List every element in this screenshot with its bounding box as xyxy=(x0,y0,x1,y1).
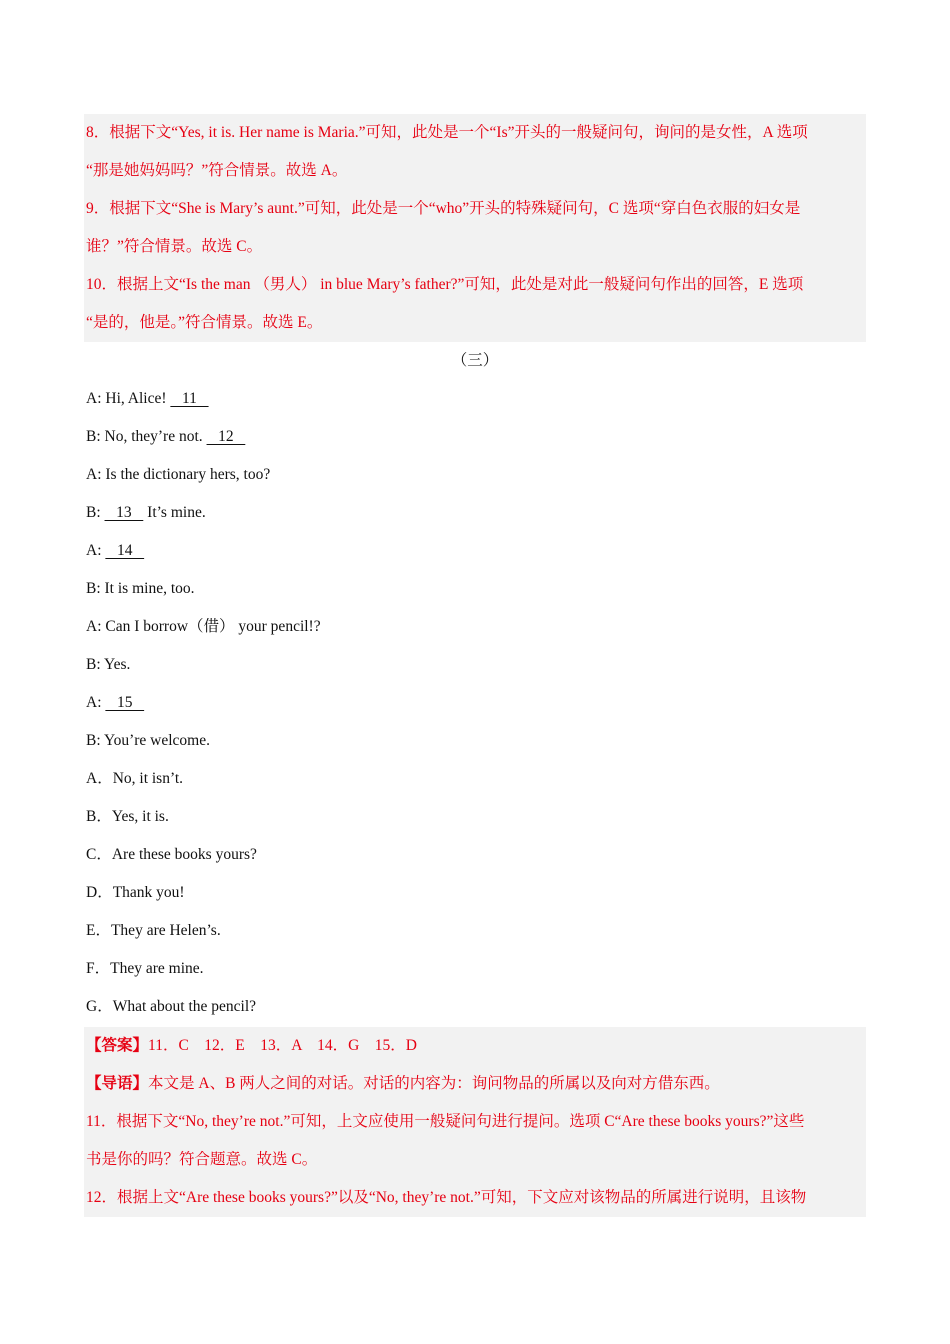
dialogue xyxy=(84,380,866,760)
dialogue-line xyxy=(84,646,866,684)
explanation-line: 12．根据上文“Are these books yours?”以及“No, they’re not.”可知，下文应对该物品的所属进行说明，且该物 xyxy=(86,1189,807,1206)
dialogue-text: B: It is mine, too. xyxy=(86,580,195,597)
dialogue-text: B: xyxy=(86,504,105,521)
explanation-line: 10．根据上文“Is the man （男人） in blue Mary’s father?”可知，此处是对此一般疑问句作出的回答，E 选项 xyxy=(86,276,804,293)
dialogue-text: A: xyxy=(86,694,106,711)
explanation-line: 8．根据下文“Yes, it is. Her name is Maria.”可知，此处是一个“Is”开头的一般疑问句，询问的是女性，A 选项 xyxy=(86,124,808,141)
option-item: A．No, it isn’t. xyxy=(86,770,184,787)
options-list xyxy=(84,760,866,1026)
explanation-line: 谁？”符合情景。故选 C。 xyxy=(86,238,263,255)
explanation-line: “是的，他是。”符合情景。故选 E。 xyxy=(86,314,323,331)
explanation-line: 9．根据下文“She is Mary’s aunt.”可知，此处是一个“who”开头的特殊疑问句，C 选项“穿白色衣服的妇女是 xyxy=(86,200,801,217)
guide-text: 本文是 A、B 两人之间的对话。对话的内容为：询问物品的所属以及向对方借东西。 xyxy=(148,1075,720,1092)
option-item: F．They are mine. xyxy=(86,960,204,977)
dialogue-line xyxy=(84,532,866,570)
answer-line xyxy=(84,1027,866,1065)
answer-blank-11: 11 xyxy=(170,390,209,407)
option-item: B．Yes, it is. xyxy=(86,808,169,825)
option-item: C．Are these books yours? xyxy=(86,846,257,863)
option-item: G．What about the pencil? xyxy=(86,998,257,1015)
answer-block xyxy=(84,1027,866,1217)
guide-label: 【导语】 xyxy=(86,1075,149,1092)
dialogue-text: B: No, they’re not. xyxy=(86,428,207,445)
answer-label: 【答案】 xyxy=(86,1037,149,1054)
dialogue-line xyxy=(84,722,866,760)
answer-blank-15: 15 xyxy=(105,694,145,711)
guide-line xyxy=(84,1065,866,1103)
explanation-line: 书是你的吗？符合题意。故选 C。 xyxy=(86,1151,318,1168)
dialogue-line xyxy=(84,494,866,532)
dialogue-text: B: You’re welcome. xyxy=(86,732,210,749)
answer-blank-12: 12 xyxy=(206,428,246,445)
answer-blank-13: 13 xyxy=(104,504,144,521)
dialogue-text: A: Can I borrow（借） your pencil!? xyxy=(86,618,321,635)
explanation-line: “那是她妈妈吗？”符合情景。故选 A。 xyxy=(86,162,348,179)
dialogue-text-after: It’s mine. xyxy=(143,504,206,521)
section-heading xyxy=(84,342,866,380)
dialogue-text: A: Hi, Alice! xyxy=(86,390,171,407)
explanation-block-top xyxy=(84,114,866,342)
dialogue-line xyxy=(84,456,866,494)
dialogue-text: A: xyxy=(86,542,106,559)
answer-blank-14: 14 xyxy=(105,542,145,559)
dialogue-line xyxy=(84,380,866,418)
dialogue-line xyxy=(84,570,866,608)
section-title: （三） xyxy=(451,352,499,369)
dialogue-line xyxy=(84,684,866,722)
explanation-line: 11．根据下文“No, they’re not.”可知，上文应使用一般疑问句进行提问。选项 C“Are these books yours?”这些 xyxy=(86,1113,805,1130)
dialogue-text: A: Is the dictionary hers, too? xyxy=(86,466,271,483)
dialogue-line xyxy=(84,608,866,646)
dialogue-text: B: Yes. xyxy=(86,656,131,673)
option-item: D．Thank you! xyxy=(86,884,185,901)
option-item: E．They are Helen’s. xyxy=(86,922,221,939)
dialogue-line xyxy=(84,418,866,456)
answer-text: 11．C 12．E 13．A 14．G 15．D xyxy=(148,1037,417,1054)
